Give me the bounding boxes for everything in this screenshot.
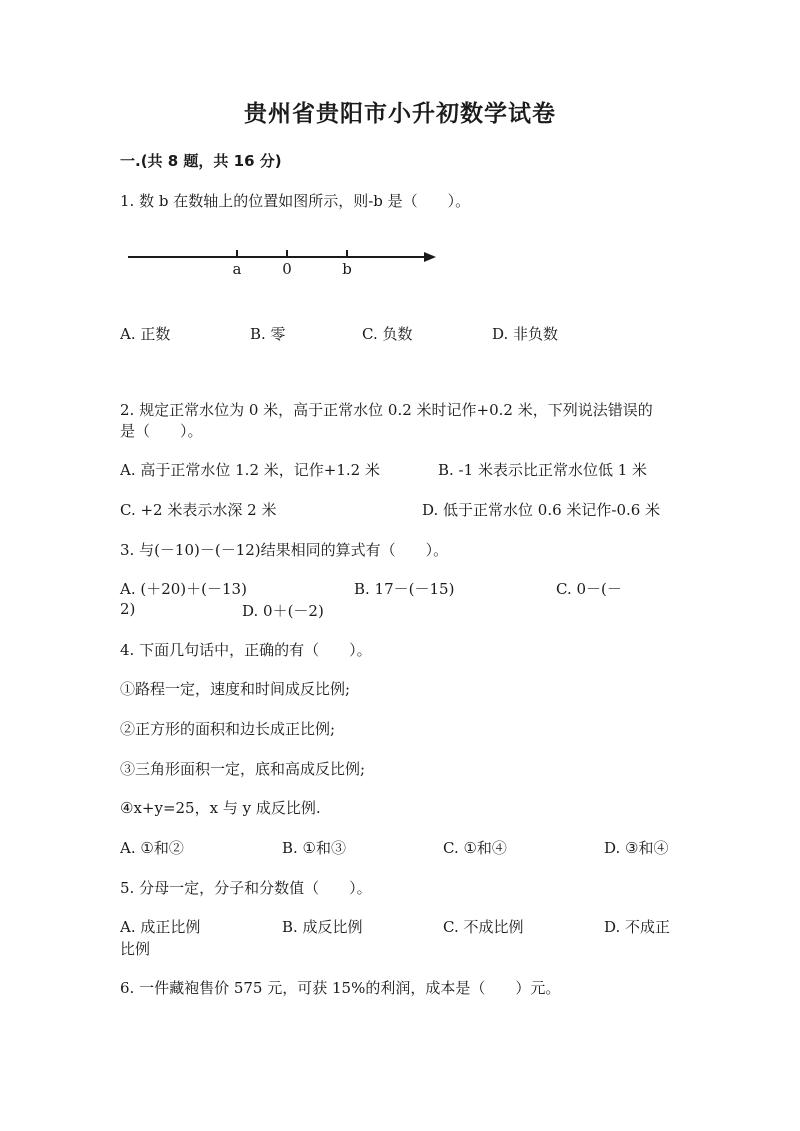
number-line-figure: [120, 240, 450, 280]
q5-option-d: D. 不成正: [604, 918, 671, 936]
question-1-stem: 1. 数 b 在数轴上的位置如图所示，则-b 是（ ）。: [120, 192, 471, 210]
q2-option-c: C. +2 米表示水深 2 米: [120, 501, 277, 519]
q1-option-d: D. 非负数: [492, 325, 559, 343]
label-b: b: [342, 260, 352, 278]
q3-option-d: D. 0＋(－2): [242, 602, 324, 620]
question-2-stem-line-2: 是（ ）。: [120, 422, 203, 440]
q4-statement-3: ③三角形面积一定，底和高成反比例;: [120, 760, 366, 778]
q4-statement-2: ②正方形的面积和边长成正比例;: [120, 720, 336, 738]
q4-option-b: B. ①和③: [282, 839, 347, 857]
number-line-arrow: [424, 252, 436, 262]
q2-option-d: D. 低于正常水位 0.6 米记作-0.6 米: [422, 501, 661, 519]
q4-statement-4: ④x+y=25，x 与 y 成反比例.: [120, 799, 321, 817]
question-3-stem: 3. 与(－10)－(－12)结果相同的算式有（ ）。: [120, 541, 449, 559]
q4-option-a: A. ①和②: [120, 839, 184, 857]
q5-option-a: A. 成正比例: [120, 918, 201, 936]
label-a: a: [232, 260, 242, 278]
q4-option-d: D. ③和④: [604, 839, 669, 857]
q4-statement-1: ①路程一定，速度和时间成反比例;: [120, 680, 351, 698]
q3-option-c-continued: 2): [120, 600, 136, 618]
q3-option-b: B. 17－(－15): [354, 580, 455, 598]
q2-option-a: A. 高于正常水位 1.2 米，记作+1.2 米: [120, 461, 380, 479]
q5-option-c: C. 不成比例: [443, 918, 524, 936]
q1-option-b: B. 零: [250, 325, 286, 343]
q1-option-c: C. 负数: [362, 325, 413, 343]
q3-option-a: A. (＋20)＋(－13): [120, 580, 247, 598]
question-5-stem: 5. 分母一定，分子和分数值（ ）。: [120, 879, 372, 897]
question-2-stem-line-1: 2. 规定正常水位为 0 米，高于正常水位 0.2 米时记作+0.2 米，下列说法错误的: [120, 401, 653, 419]
section-heading: 一.(共 8 题，共 16 分): [120, 152, 282, 170]
page-title: 贵州省贵阳市小升初数学试卷: [244, 101, 556, 127]
q5-option-d-continued: 比例: [120, 940, 151, 958]
question-4-stem: 4. 下面几句话中，正确的有（ ）。: [120, 641, 372, 659]
question-6-stem: 6. 一件藏袍售价 575 元，可获 15%的利润，成本是（ ）元。: [120, 979, 561, 997]
q4-option-c: C. ①和④: [443, 839, 507, 857]
q2-option-b: B. -1 米表示比正常水位低 1 米: [438, 461, 648, 479]
q5-option-b: B. 成反比例: [282, 918, 363, 936]
label-0: 0: [282, 260, 292, 278]
q3-option-c: C. 0－(－: [556, 580, 622, 598]
q1-option-a: A. 正数: [120, 325, 171, 343]
